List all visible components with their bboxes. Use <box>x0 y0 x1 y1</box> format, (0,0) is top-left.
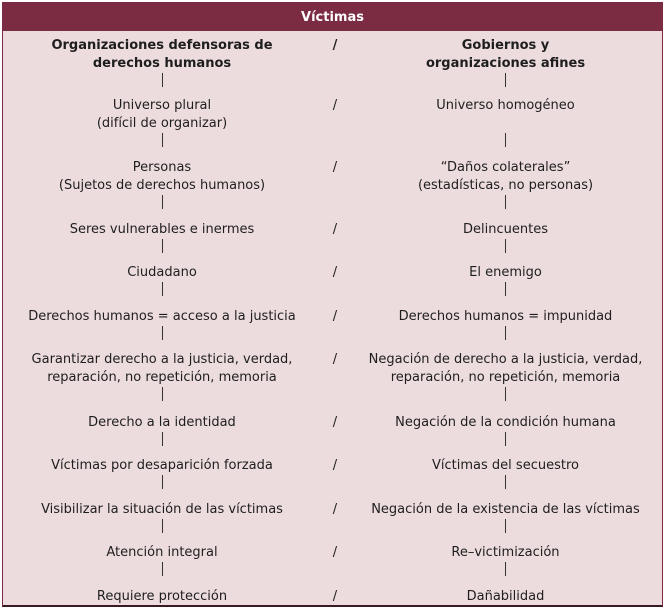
connector-line <box>505 326 506 340</box>
row-right-text: Universo homogéneo <box>436 98 575 113</box>
separator-slash: / <box>332 98 338 113</box>
table-row <box>3 221 662 253</box>
row-left-text: Derechos humanos = acceso a la justicia <box>28 309 296 324</box>
separator-slash: / <box>332 160 338 175</box>
table-row <box>3 308 662 340</box>
table-row <box>3 457 662 489</box>
header-left: Organizaciones defensoras de derechos humanos <box>51 38 273 71</box>
row-left-text: Personas (Sujetos de derechos humanos) <box>58 160 266 193</box>
separator-slash: / <box>332 502 338 517</box>
separator-slash: / <box>332 458 338 473</box>
connector-line <box>162 562 163 576</box>
connector-line <box>162 519 163 533</box>
row-left-text: Ciudadano <box>127 265 197 280</box>
row-right-text: Negación de la existencia de las víctimas <box>371 502 640 517</box>
connector-line <box>505 282 506 296</box>
row-right-text: El enemigo <box>469 265 542 280</box>
row-right-text: Víctimas del secuestro <box>432 458 579 473</box>
table-row <box>3 264 662 296</box>
connector-line <box>162 282 163 296</box>
victims-comparison-table <box>2 2 663 607</box>
connector-line <box>162 73 163 87</box>
row-right-text: Dañabilidad <box>466 589 545 604</box>
row-right-text: “Daños colaterales” (estadísticas, no personas) <box>417 160 594 193</box>
connector-line <box>505 133 506 147</box>
row-left-text: Universo plural (difícil de organizar) <box>96 98 228 131</box>
header-right: Gobiernos y organizaciones afines <box>425 38 586 71</box>
table-row <box>3 501 662 533</box>
row-left-text: Víctimas por desaparición forzada <box>51 458 273 473</box>
connector-line <box>162 239 163 253</box>
row-right-text: Delincuentes <box>463 222 548 237</box>
connector-line <box>162 432 163 446</box>
row-left-text: Garantizar derecho a la justicia, verdad, reparación, no repetición, memoria <box>31 352 293 385</box>
table-row <box>3 351 662 401</box>
separator-slash: / <box>332 545 338 560</box>
connector-line <box>505 387 506 401</box>
connector-line <box>162 475 163 489</box>
table-row <box>3 544 662 576</box>
table-row <box>3 588 662 606</box>
row-left-text: Requiere protección <box>96 589 228 604</box>
row-left-text: Atención integral <box>106 545 218 560</box>
separator-slash: / <box>332 415 338 430</box>
column-headers <box>3 37 662 87</box>
separator-slash: / <box>332 265 338 280</box>
separator-slash: / <box>332 309 338 324</box>
connector-line <box>505 73 506 87</box>
connector-line <box>505 475 506 489</box>
connector-line <box>162 195 163 209</box>
separator-slash: / <box>332 38 338 53</box>
connector-line <box>162 133 163 147</box>
row-left-text: Derecho a la identidad <box>88 415 236 430</box>
row-left-text: Seres vulnerables e inermes <box>69 222 255 237</box>
connector-line <box>162 326 163 340</box>
separator-slash: / <box>332 352 338 367</box>
row-right-text: Derechos humanos = impunidad <box>398 309 613 324</box>
connector-line <box>505 432 506 446</box>
row-right-text: Negación de derecho a la justicia, verdad, reparación, no repetición, memoria <box>368 352 643 385</box>
separator-slash: / <box>332 222 338 237</box>
table-title: Víctimas <box>3 3 662 31</box>
separator-slash: / <box>332 589 338 604</box>
row-right-text: Negación de la condición humana <box>395 415 616 430</box>
table-row <box>3 414 662 446</box>
table-row <box>3 159 662 209</box>
connector-line <box>505 239 506 253</box>
row-right-text: Re–victimización <box>451 545 560 560</box>
connector-line <box>162 387 163 401</box>
table-row <box>3 97 662 147</box>
row-left-text: Visibilizar la situación de las víctimas <box>41 502 283 517</box>
connector-line <box>505 195 506 209</box>
connector-line <box>505 562 506 576</box>
connector-line <box>505 519 506 533</box>
